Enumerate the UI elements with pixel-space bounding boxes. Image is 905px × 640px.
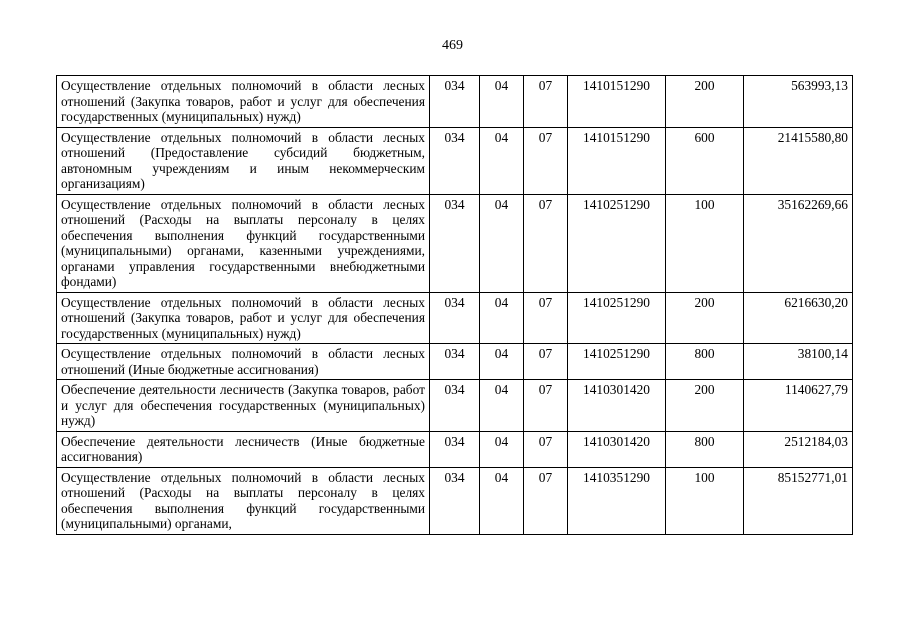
- section-code-cell: 04: [480, 344, 524, 380]
- amount-cell: 6216630,20: [744, 292, 853, 344]
- target-article-cell: 1410151290: [568, 76, 666, 128]
- target-article-cell: 1410301420: [568, 380, 666, 432]
- description-cell: Осуществление отдельных полномочий в области лесных отношений (Закупка товаров, работ и услуг для обеспечения государственных (муниципальных) нужд): [57, 292, 430, 344]
- table-row: [57, 127, 853, 194]
- section-code-cell: 04: [480, 380, 524, 432]
- expense-type-cell: 100: [666, 194, 744, 292]
- table-body: [57, 76, 853, 535]
- ministry-code-cell: 034: [430, 467, 480, 534]
- subsection-code-cell: 07: [524, 344, 568, 380]
- expense-type-cell: 200: [666, 380, 744, 432]
- ministry-code-cell: 034: [430, 194, 480, 292]
- target-article-cell: 1410251290: [568, 344, 666, 380]
- amount-cell: 35162269,66: [744, 194, 853, 292]
- target-article-cell: 1410251290: [568, 292, 666, 344]
- expense-type-cell: 600: [666, 127, 744, 194]
- description-cell: Осуществление отдельных полномочий в области лесных отношений (Расходы на выплаты персоналу в целях обеспечения выполнения функций государственными (муниципальными) органами, казенными учреждениями, органами управления государственными внебюджетными фондами): [57, 194, 430, 292]
- amount-cell: 85152771,01: [744, 467, 853, 534]
- expense-type-cell: 100: [666, 467, 744, 534]
- subsection-code-cell: 07: [524, 76, 568, 128]
- ministry-code-cell: 034: [430, 431, 480, 467]
- section-code-cell: 04: [480, 127, 524, 194]
- description-cell: Осуществление отдельных полномочий в области лесных отношений (Предоставление субсидий бюджетным, автономным учреждениям и иным некоммерческим организациям): [57, 127, 430, 194]
- table-row: [57, 344, 853, 380]
- ministry-code-cell: 034: [430, 380, 480, 432]
- amount-cell: 21415580,80: [744, 127, 853, 194]
- subsection-code-cell: 07: [524, 431, 568, 467]
- table-row: [57, 467, 853, 534]
- subsection-code-cell: 07: [524, 292, 568, 344]
- budget-table: [56, 75, 853, 535]
- subsection-code-cell: 07: [524, 127, 568, 194]
- subsection-code-cell: 07: [524, 380, 568, 432]
- target-article-cell: 1410151290: [568, 127, 666, 194]
- expense-type-cell: 800: [666, 431, 744, 467]
- amount-cell: 563993,13: [744, 76, 853, 128]
- section-code-cell: 04: [480, 292, 524, 344]
- ministry-code-cell: 034: [430, 127, 480, 194]
- section-code-cell: 04: [480, 194, 524, 292]
- ministry-code-cell: 034: [430, 292, 480, 344]
- description-cell: Осуществление отдельных полномочий в области лесных отношений (Иные бюджетные ассигнования): [57, 344, 430, 380]
- amount-cell: 2512184,03: [744, 431, 853, 467]
- target-article-cell: 1410351290: [568, 467, 666, 534]
- table-row: [57, 292, 853, 344]
- target-article-cell: 1410301420: [568, 431, 666, 467]
- expense-type-cell: 800: [666, 344, 744, 380]
- section-code-cell: 04: [480, 431, 524, 467]
- table-row: [57, 194, 853, 292]
- description-cell: Осуществление отдельных полномочий в области лесных отношений (Расходы на выплаты персоналу в целях обеспечения выполнения функций государственными (муниципальными) органами,: [57, 467, 430, 534]
- ministry-code-cell: 034: [430, 76, 480, 128]
- section-code-cell: 04: [480, 76, 524, 128]
- amount-cell: 1140627,79: [744, 380, 853, 432]
- subsection-code-cell: 07: [524, 467, 568, 534]
- page-number: 469: [442, 38, 463, 53]
- table-row: [57, 431, 853, 467]
- amount-cell: 38100,14: [744, 344, 853, 380]
- expense-type-cell: 200: [666, 76, 744, 128]
- description-cell: Осуществление отдельных полномочий в области лесных отношений (Закупка товаров, работ и услуг для обеспечения государственных (муниципальных) нужд): [57, 76, 430, 128]
- table-row: [57, 76, 853, 128]
- expense-type-cell: 200: [666, 292, 744, 344]
- description-cell: Обеспечение деятельности лесничеств (Иные бюджетные ассигнования): [57, 431, 430, 467]
- ministry-code-cell: 034: [430, 344, 480, 380]
- table-row: [57, 380, 853, 432]
- section-code-cell: 04: [480, 467, 524, 534]
- target-article-cell: 1410251290: [568, 194, 666, 292]
- subsection-code-cell: 07: [524, 194, 568, 292]
- description-cell: Обеспечение деятельности лесничеств (Закупка товаров, работ и услуг для обеспечения государственных (муниципальных) нужд): [57, 380, 430, 432]
